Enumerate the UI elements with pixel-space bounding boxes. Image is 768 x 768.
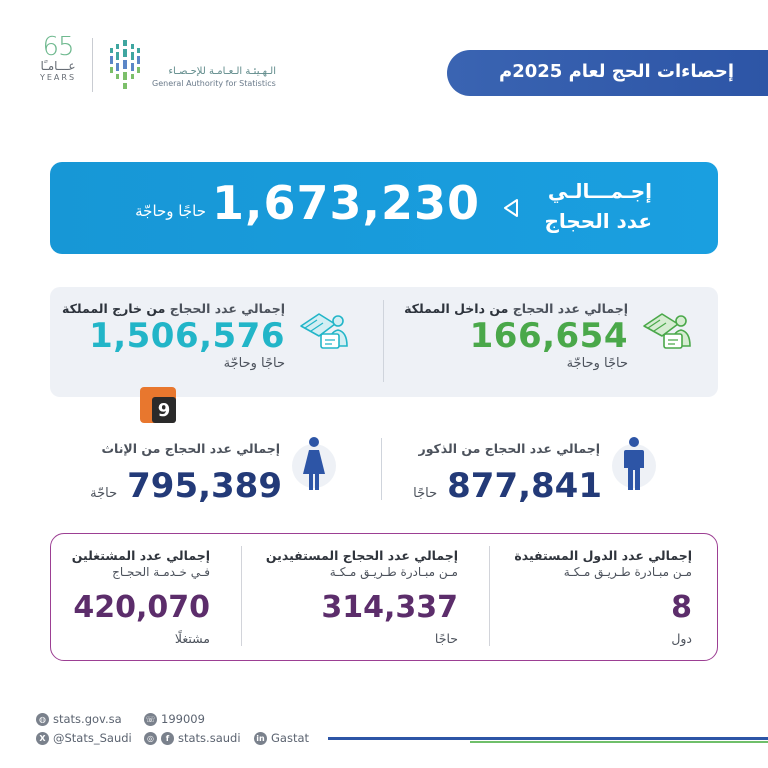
watermark-logo-icon [138, 385, 178, 425]
pilgrim-tent-icon [297, 306, 353, 352]
footer-phone-text: 199009 [161, 712, 205, 726]
female-figure-icon [302, 436, 326, 492]
countries-title: إجمالي عدد الدول المستفيدة [514, 548, 692, 563]
page-title: إحصاءات الحج لعام 2025م [447, 50, 768, 96]
footer-social[interactable] [144, 731, 241, 745]
footer-social-text: stats.saudi [178, 731, 241, 745]
males-title-prefix: إجمالي عدد الحجاج [484, 441, 600, 456]
females-title-bold: من الإناث [101, 441, 161, 456]
triangle-left-icon [502, 198, 520, 218]
males-title [400, 441, 600, 456]
authority-name-en: General Authority for Statistics [152, 79, 276, 88]
outside-title [45, 301, 285, 316]
outside-value: 1,506,576 [89, 316, 285, 356]
footer-line-green [470, 741, 768, 743]
workers-block [30, 547, 210, 581]
footer-twitter[interactable] [36, 731, 132, 745]
countries-block [492, 547, 692, 581]
females-value-row [90, 466, 282, 506]
route-pilgrims-title: إجمالي عدد الحجاج المستفيدين [265, 548, 458, 563]
route-pilgrims-block [238, 547, 458, 581]
anniversary-en: YEARS [39, 73, 77, 82]
makkah-divider-1 [489, 546, 490, 646]
females-title [80, 441, 280, 456]
countries-unit: دول [671, 631, 692, 646]
origin-divider [383, 300, 384, 382]
instagram-icon: ◎ [144, 732, 157, 745]
anniversary-ar: عـــامـًا [40, 59, 76, 73]
inside-value: 166,654 [469, 316, 628, 356]
pilgrim-tent-icon [640, 306, 696, 352]
inside-title-bold: من داخل المملكة [404, 301, 509, 316]
anniversary-number: 65 [42, 32, 74, 62]
facebook-icon: f [161, 732, 174, 745]
males-value: 877,841 [447, 466, 602, 506]
total-label-line2: عدد الحجاج [544, 209, 652, 233]
males-title-bold: من الذكور [418, 441, 481, 456]
authority-name-ar: الـهـيئـة الـعـامـة للإحـصـاء [168, 66, 276, 77]
route-pilgrims-unit: حاجًا [434, 631, 458, 646]
females-unit: حاجّة [90, 486, 118, 501]
females-block [80, 441, 280, 456]
males-unit: حاجًا [413, 486, 438, 501]
females-title-prefix: إجمالي عدد الحجاج [164, 441, 280, 456]
male-figure-icon [622, 436, 646, 492]
total-unit: حاجًا وحاجّة [135, 202, 206, 220]
footer-twitter-text: @Stats_Saudi [53, 731, 132, 745]
outside-title-prefix: إجمالي عدد الحجاج [169, 301, 285, 316]
gastat-logo-icon [106, 38, 144, 92]
outside-title-bold: من خارج المملكة [62, 301, 166, 316]
workers-title: إجمالي عدد المشتغلين [71, 548, 210, 563]
inside-unit: حاجًا وحاجّة [566, 356, 628, 371]
route-pilgrims-subtitle: مـن مبـادرة طـريـق مـكـة [329, 565, 458, 579]
females-value: 795,389 [127, 466, 282, 506]
footer-website[interactable] [36, 712, 122, 726]
footer-website-text: stats.gov.sa [53, 712, 122, 726]
total-label-line1: إجـمـــالـي [547, 179, 652, 203]
inside-title-prefix: إجمالي عدد الحجاج [512, 301, 628, 316]
footer-phone[interactable] [144, 712, 205, 726]
linkedin-icon: in [254, 732, 267, 745]
x-twitter-icon: X [36, 732, 49, 745]
workers-subtitle: فـي خـدمـة الحجـاج [112, 565, 210, 579]
workers-value: 420,070 [73, 590, 210, 625]
males-value-row [413, 466, 602, 506]
males-block [400, 441, 600, 456]
globe-icon: ◍ [36, 713, 49, 726]
workers-unit: مشتغلًا [174, 631, 210, 646]
inside-block [388, 301, 628, 371]
footer-linkedin[interactable] [254, 731, 309, 745]
total-pilgrims-banner [50, 162, 718, 254]
countries-subtitle: مـن مبـادرة طـريـق مـكـة [563, 565, 692, 579]
outside-block [45, 301, 285, 371]
inside-title [388, 301, 628, 316]
anniversary-logo [34, 34, 82, 83]
outside-unit: حاجًا وحاجّة [223, 356, 285, 371]
svg-text:9: 9 [157, 400, 171, 421]
gender-divider [381, 438, 382, 500]
route-pilgrims-value: 314,337 [321, 590, 458, 625]
logo-divider [92, 38, 93, 92]
footer-line-blue [328, 737, 768, 740]
total-value: 1,673,230 [212, 176, 480, 230]
countries-value: 8 [671, 590, 692, 625]
total-label [532, 176, 652, 236]
phone-icon: ☏ [145, 714, 156, 724]
authority-name [152, 66, 276, 89]
footer-linkedin-text: Gastat [271, 731, 310, 745]
